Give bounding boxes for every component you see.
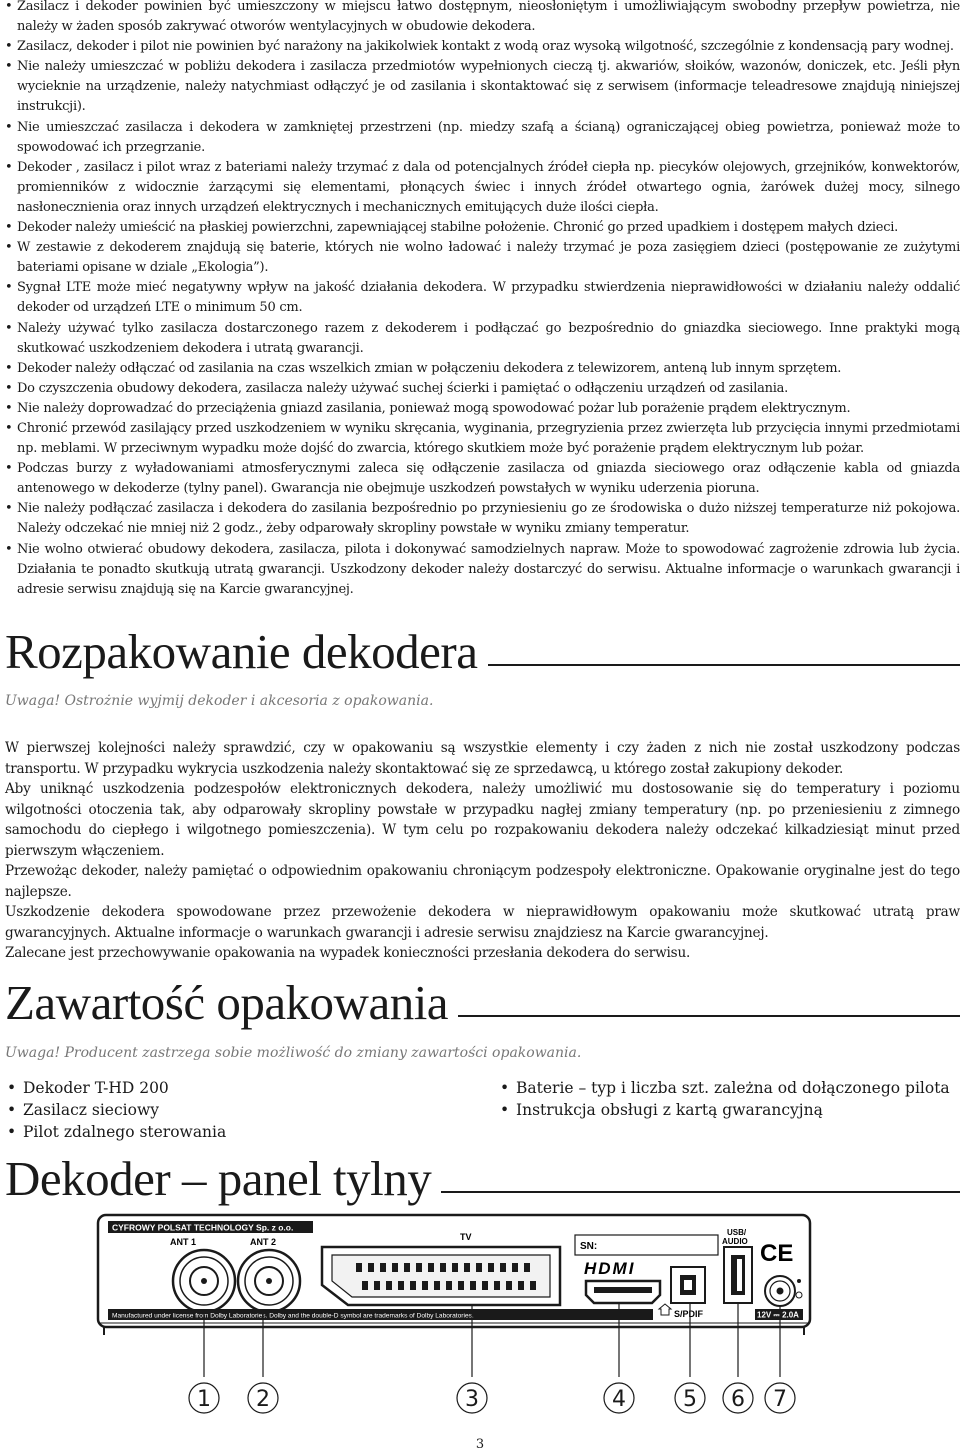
callout-7-label: 7 [773,1387,787,1412]
paragraph: W pierwszej kolejności należy sprawdzić, czy w opakowaniu są wszystkie elementy i czy żaden z nich nie został uszkodzony podczas transportu. W przypadku wykrycia uszkodzenia należy skontaktować się ze sprzedawcą, u którego został zakupiony dekoder. [5,740,960,777]
ant2-label: ANT 2 [250,1237,277,1247]
safety-item: • Należy używać tylko zasilacza dostarczonego razem z dekoderem i podłączać go bezpośrednio do gniazdka sieciowego. Inne praktyki mogą skutkować uszkodzeniem dekodera i utratą gwarancji. [5,319,960,359]
contents-item: • Instrukcja obsługi z kartą gwarancyjną [498,1099,950,1121]
callout-7 [765,1383,795,1413]
spdif-label: S/PDIF [674,1309,704,1319]
safety-item: • Nie należy umieszczać w pobliżu dekodera i zasilacza przedmiotów wypełnionych cieczą tj. akwariów, słoików, wazonów, doniczek, etc. Jeśli płyn wycieknie na urządzenie, należy natychmiast odłączyć je od zasilania i skontaktować się z serwisem (informacje teleadresowe znajdują niniejszej instrukcji). [5,57,960,117]
usb-label: USB/ [727,1228,747,1237]
ce-mark: CE [760,1240,794,1267]
ant2-connector [238,1250,300,1312]
callout-3-label: 3 [465,1387,479,1412]
scart-connector [322,1247,560,1305]
safety-item: • Dekoder , zasilacz i pilot wraz z bateriami należy trzymać z dala od potencjalnych źródeł ciepła np. piecyków olejowych, grzejników, konwektorów, promienników z widocznie żarzącymi się elementami, płonących świec i innych źródeł otwartego ognia, żarówek dużej mocy, silnego nasłonecznienia oraz innych urządzeń elektrycznych i mechanicznych emitujących duże ilości ciepła. [5,158,960,218]
paragraph: Uszkodzenie dekodera spowodowane przez przewożenie dekodera w nieprawidłowym opakowaniu może skutkować utratą praw gwarancyjnych. Aktualne informacje o warunkach gwarancji i adresie serwisu znajdziesz na Karcie gwarancyjnej. [5,904,960,941]
serial-number-label: SN: [580,1241,598,1252]
safety-item: • Zasilacz, dekoder i pilot nie powinien być narażony na jakikolwiek kontakt z wodą oraz wysoką wilgotność, szczególnie z kondensacją pary wodnej. [5,37,960,57]
contents-list-left [5,1077,226,1143]
safety-list [5,0,960,600]
rear-panel-title: Dekoder – panel tylny [5,1151,432,1206]
safety-item: • Nie należy podłączać zasilacza i dekodera do zasilania bezpośrednio po przyniesieniu go ze środowiska o dużo niższej temperaturze niż pokojowa. Należy odczekać nie mniej niż 2 godz., żeby odparowały skropliny powstałe w wyniku zmiany temperatur. [5,499,960,539]
contents-note: Uwaga! Producent zastrzega sobie możliwość do zmiany zawartości opakowania. [5,1045,582,1061]
callout-1 [189,1383,219,1413]
contents-heading [5,965,960,1030]
heading-rule [488,664,960,666]
callout-3 [457,1383,487,1413]
hdmi-logo: HDMI [584,1259,636,1278]
callout-1-label: 1 [197,1387,211,1412]
callout-4-label: 4 [612,1387,626,1412]
paragraph: Przewożąc dekoder, należy pamiętać o odpowiednim opakowaniu chroniącym podzespoły elektroniczne. Opakowanie oryginalne jest do tego najlepsze. [5,863,960,900]
brand-label: CYFROWY POLSAT TECHNOLOGY Sp. z o.o. [112,1222,294,1233]
unpacking-heading [5,614,960,679]
contents-item: • Dekoder T-HD 200 [5,1077,226,1099]
contents-item: • Pilot zdalnego sterowania [5,1121,226,1143]
safety-item: • Do czyszczenia obudowy dekodera, zasilacza należy używać suchej ścierki i pamiętać o odłączeniu urządzeń od zasilania. [5,379,960,399]
safety-item: • Dekoder należy odłączać od zasilania na czas wszelkich zmian w połączeniu dekodera z telewizorem, anteną lub innym sprzętem. [5,359,960,379]
rear-panel-heading [5,1141,960,1206]
spdif-port [671,1267,705,1303]
safety-item: • Nie wolno otwierać obudowy dekodera, zasilacza, pilota i dokonywać samodzielnych napraw. Może to spowodować zagrożenie zdrowia lub życia. Działania te ponadto skutkują utratą gwarancji. Uszkodzony dekoder należy dostarczyć do serwisu. Aktualne informacje o warunkach gwarancji i adresie serwisu znajdują się na Karcie gwarancyjnej. [5,540,960,600]
ant1-connector [173,1250,235,1312]
dolby-notice: Manufactured under license from Dolby Laboratories. Dolby and the double-D symbol are trademarks of Dolby Laboratories. [112,1312,474,1320]
safety-item: • Nie umieszczać zasilacza i dekodera w zamkniętej przestrzeni (np. miedzy szafą a ścianą) ograniczającej obieg powietrza, ponieważ może to spowodować ich przegrzanie. [5,118,960,158]
audio-label: AUDIO [722,1237,748,1246]
ant1-label: ANT 1 [170,1237,197,1247]
page-number: 3 [475,1437,485,1452]
safety-item: • Podczas burzy z wyładowaniami atmosferycznymi zaleca się odłączenie zasilacza od gniazda sieciowego oraz odłączenie kabla od gniazda antenowego w dekoderze (tylny panel). Gwarancja nie obejmuje uszkodzeń powstałych w wyniku uderzenia pioruna. [5,459,960,499]
power-rating: 12V ⎓ 2.0A [757,1310,799,1320]
paragraph: Zalecane jest przechowywanie opakowania na wypadek konieczności przesłania dekodera do serwisu. [5,945,691,961]
callout-6-label: 6 [731,1387,745,1412]
contents-item: • Zasilacz sieciowy [5,1099,226,1121]
contents-list-right [498,1077,950,1121]
contents-title: Zawartość opakowania [5,975,449,1030]
callout-5-label: 5 [683,1387,697,1412]
unpacking-title: Rozpakowanie dekodera [5,624,478,679]
paragraph: Aby uniknąć uszkodzenia podzespołów elektronicznych dekodera, należy umożliwić mu dostosowanie się do temperatury i poziomu wilgotności otoczenia tak, aby odparowały skropliny powstałe w przypadku nagłej zmiany temperatury (np. po przeniesieniu z zimnego samochodu do ciepłego i wilgotnego pomieszczenia). W tym celu po rozpakowaniu dekodera należy odczekać kilkadziesiąt minut przed pierwszym włączeniem. [5,781,960,859]
unpacking-note: Uwaga! Ostrożnie wyjmij dekoder i akcesoria z opakowania. [5,693,434,709]
safety-item: • Dekoder należy umieścić na płaskiej powierzchni, zapewniającej stabilne położenie. Chronić go przed upadkiem i dostępem małych dzieci. [5,218,960,238]
tv-label: TV [460,1232,472,1242]
callout-6 [723,1383,753,1413]
hdmi-port-slot [594,1287,652,1293]
contents-item: • Baterie – typ i liczba szt. zależna od dołączonego pilota [498,1077,950,1099]
callout-5 [675,1383,705,1413]
usb-port [724,1247,752,1303]
callout-2-label: 2 [256,1387,270,1412]
callout-2 [248,1383,278,1413]
heading-rule [441,1191,960,1193]
callout-4 [604,1383,634,1413]
safety-item: • W zestawie z dekoderem znajdują się baterie, których nie wolno ładować i należy trzymać je poza zasięgiem dzieci (postępowanie ze zużytymi bateriami opisane w dziale „Ekologia”). [5,238,960,278]
safety-item: • Chronić przewód zasilający przed uszkodzeniem w wyniku skręcania, wyginania, przegryzienia przez zwierzęta lub przycięcia innymi przedmiotami np. meblami. W przeciwnym wypadku może dojść do zwarcia, którego skutkiem może być porażenie prądem elektrycznym lub pożar. [5,419,960,459]
power-socket [765,1276,795,1306]
safety-item: • Sygnał LTE może mieć negatywny wpływ na jakość działania dekodera. W przypadku stwierdzenia nieprawidłowości w działaniu należy oddalić dekoder od urządzeń LTE o minimum 50 cm. [5,278,960,318]
safety-item: • Zasilacz i dekoder powinien być umieszczony w miejscu łatwo dostępnym, nieosłoniętym i umożliwiającym swobodny przepływ powietrza, nie należy w żaden sposób zakrywać otworów wentylacyjnych w obudowie dekodera. [5,0,960,37]
safety-item: • Nie należy doprowadzać do przeciążenia gniazd zasilania, ponieważ mogą spowodować pożar lub porażenie prądem elektrycznym. [5,399,960,419]
unpacking-paragraphs [5,738,960,964]
heading-rule [458,1015,960,1017]
rear-panel-diagram [0,1205,960,1437]
